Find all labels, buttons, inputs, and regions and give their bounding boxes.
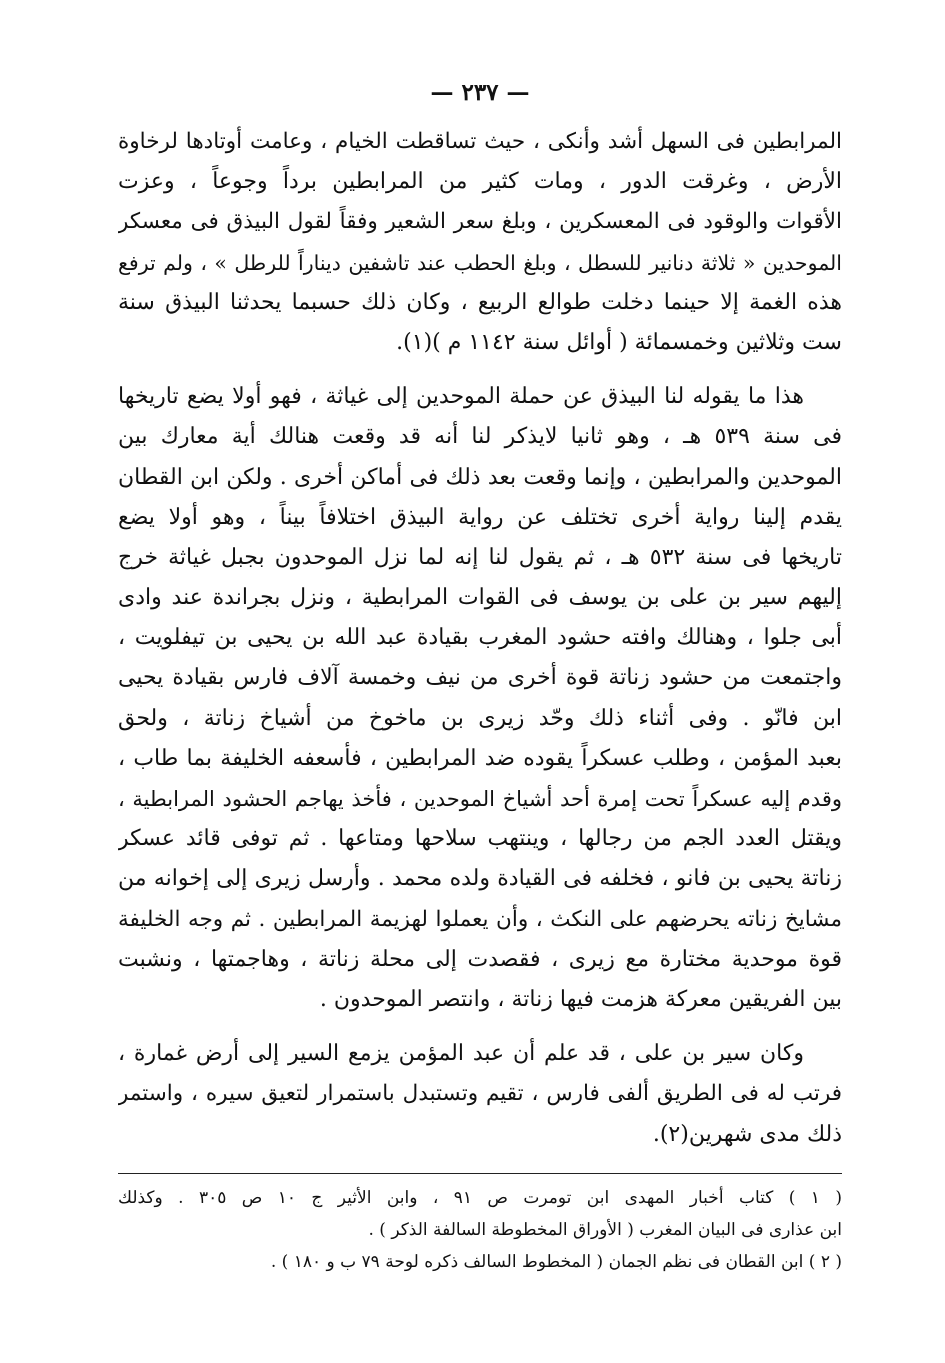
text-line: إليهم سير بن على بن يوسف فى القوات المرابطية ، ونزل بجراندة عند وادى <box>118 585 842 611</box>
text-line: يقدم إلينا رواية أخرى تختلف عن رواية البيذق اختلافاً بيناً ، وهو أولا يضع <box>118 504 842 530</box>
text-line: تاريخها فى سنة ٥٣٢ هـ ، ثم يقول لنا إنه لما نزل الموحدون بجبل غياثة خرج <box>118 544 842 570</box>
text-line: الأرض ، وغرقت الدور ، ومات كثير من المرابطين برداً وجوعاً ، وعزت <box>118 169 842 195</box>
footnote-line: ( ١ ) كتاب أخبار المهدى ابن تومرت ص ٩١ ، وابن الأثير ج ١٠ ص ٣٠٥ . وكذلك <box>118 1187 842 1208</box>
paragraph-2 <box>118 377 842 1020</box>
text-line: ست وثلاثين وخمسمائة ( أوائل سنة ١١٤٢ م )(١). <box>396 329 842 355</box>
text-line: فرتب له فى الطريق ألفى فارس ، تقيم وتستبدل باستمرار لتعيق سيره ، واستمر <box>118 1081 842 1107</box>
text-line: الموحدين « ثلاثة دنانير للسطل ، وبلغ الحطب عند تاشفين ديناراً للرطل » ، ولم ترفع <box>118 250 842 275</box>
text-line: هذه الغمة إلا حينما دخلت طوالع الربيع ، وكان ذلك حسبما يحدثنا البيذق سنة <box>118 289 842 315</box>
text-line: واجتمعت من حشود زناتة قوة أخرى من نيف وخمسة آلاف فارس بقيادة يحيى <box>118 665 842 691</box>
body-text <box>118 122 842 1155</box>
text-line: مشايخ زناته يحرضهم على النكث ، وأن يعملوا لهزيمة المرابطين . ثم وجه الخليفة <box>118 906 842 932</box>
footnote-1 <box>118 1182 842 1246</box>
paragraph-1 <box>118 122 842 363</box>
text-line: أبى جلوا ، وهنالك وافته حشود المغرب بقيادة عبد الله بن يحيى بن تيفلويت ، <box>118 625 842 651</box>
book-page <box>118 78 842 1308</box>
footnote-2 <box>118 1246 842 1278</box>
text-line: هذا ما يقوله لنا البيذق عن حملة الموحدين إلى غياثة ، فهو أولا يضع تاريخها <box>118 384 804 410</box>
text-line: الأقوات والوقود فى المعسكرين ، وبلغ سعر الشعير وفقاً لقول البيذق فى معسكر <box>118 209 842 235</box>
text-line: بين الفريقين معركة هزمت فيها زناتة ، وانتصر الموحدون . <box>319 986 842 1012</box>
page-number: — ٢٣٧ — <box>430 79 530 106</box>
footnote-divider <box>118 1173 842 1174</box>
text-line: قوة موحدية مختارة مع زيرى ، فقصدت إلى محلة زناتة ، وهاجمتها ، ونشبت <box>118 946 842 972</box>
footnotes <box>118 1182 842 1278</box>
text-line: وكان سير بن على ، قد علم أن عبد المؤمن يزمع السير إلى أرض غمارة ، <box>118 1041 804 1067</box>
text-line: ابن فانّو . وفى أثناء ذلك وحّد زيرى بن ماخوخ من أشياخ زناتة ، ولحق <box>118 705 842 731</box>
footnote-line: ابن عذارى فى البيان المغرب ( الأوراق المخطوطة السالفة الذكر ) . <box>368 1219 842 1240</box>
text-line: ذلك مدى شهرين(٢). <box>652 1121 842 1147</box>
text-line: وقدم إليه عسكراً تحت إمرة أحد أشياخ الموحدين ، فأخذ يهاجم الحشود المرابطية ، <box>118 787 842 811</box>
text-line: المرابطين فى السهل أشد وأنكى ، حيث تساقطت الخيام ، وعامت أوتادها لرخاوة <box>118 129 842 154</box>
text-line: فى سنة ٥٣٩ هـ ، وهو ثانيا لايذكر لنا أنه قد وقعت هنالك أية معارك بين <box>118 424 842 450</box>
paragraph-3 <box>118 1034 842 1155</box>
text-line: زناتة يحيى بن فانو ، فخلفه فى القيادة ولده محمد . وأرسل زيرى إلى إخوانه من <box>118 866 842 892</box>
text-line: بعبد المؤمن ، وطلب عسكراً يقوده ضد المرابطين ، فأسعفه الخليفة بما طاب ، <box>118 745 842 771</box>
footnote-line: ( ٢ ) ابن القطان فى نظم الجمان ( المخطوط السالف ذكره لوحة ٧٩ ب و ١٨٠ ) . <box>270 1251 842 1272</box>
text-line: ويقتل العدد الجم من رجالها ، وينتهب سلاحها ومتاعها . ثم توفى قائد عسكر <box>118 826 842 852</box>
text-line: الموحدين والمرابطين ، وإنما وقعت بعد ذلك فى أماكن أخرى . ولكن ابن القطان <box>118 464 842 490</box>
